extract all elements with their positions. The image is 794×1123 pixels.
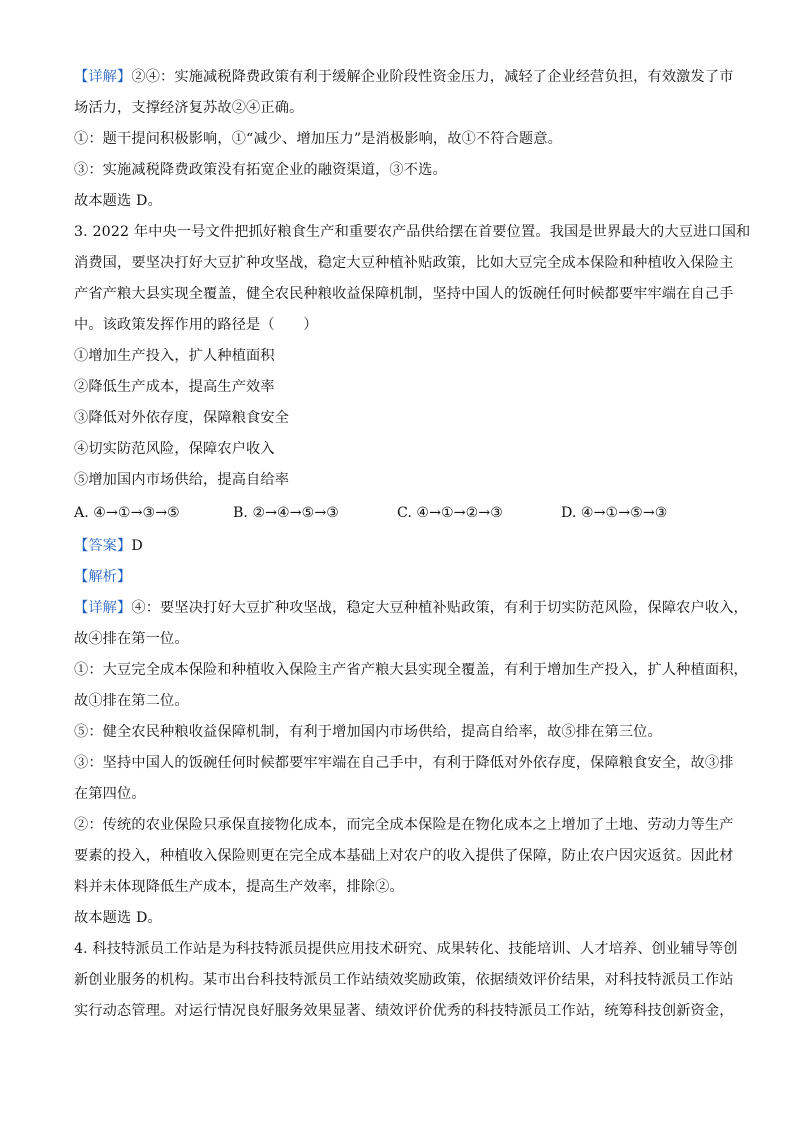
q3-stem-line-2: 消费国，要坚决打好大豆扩种攻坚战，稳定大豆种植补贴政策，比如大豆完全成本保险和种植收入保险主 (74, 255, 734, 271)
detail-tag: 【详解】 (74, 69, 132, 85)
q3-detail-line-5: ⑤：健全农民种粮收益保障机制，有利于增加国内市场供给，提高自给率，故⑤排在第三位。 (74, 724, 662, 740)
q3-statement-2: ②降低生产成本，提高生产效率 (74, 379, 275, 395)
q3-stem-line-3: 产省产粮大县实现全覆盖，健全农民种粮收益保障机制，坚持中国人的饭碗任何时候都要牢牢端在自己手 (74, 286, 734, 302)
q3-detail-line-6: ③：坚持中国人的饭碗任何时候都要牢牢端在自己手中，有利于降低对外依存度，保障粮食安全，故③排 (74, 755, 734, 771)
answer-value: D (131, 538, 143, 554)
q3-answer (74, 536, 143, 556)
q3-choice-b: B. ②→④→⑤→③ (233, 505, 339, 521)
q3-choice-c: C. ④→①→②→③ (397, 505, 503, 521)
q3-statement-5: ⑤增加国内市场供给，提高自给率 (74, 472, 290, 488)
q4-stem-line-1: 4. 科技特派员工作站是为科技特派员提供应用技术研究、成果转化、技能培训、人才培养、创业辅导等创 (74, 941, 738, 957)
q3-detail-line-1: 【详解】④：要坚决打好大豆扩种攻坚战，稳定大豆种植补贴政策，有利于切实防范风险，保障农户收入， (74, 600, 748, 616)
q3-statement-4: ④切实防范风险，保障农户收入 (74, 441, 275, 457)
q2-detail-line-1: 【详解】②④：实施减税降费政策有利于缓解企业阶段性资金压力，减轻了企业经营负担，有效激发了市 (74, 69, 734, 85)
q4-stem-line-3: 实行动态管理。对运行情况良好服务效果显著、绩效评价优秀的科技特派员工作站，统筹科技创新资金， (74, 1003, 734, 1019)
q3-choice-d: D. ④→①→⑤→③ (561, 505, 668, 521)
q3-analysis-tag: 【解析】 (74, 569, 132, 585)
q3-detail-line-10: 料并未体现降低生产成本，提高生产效率，排除②。 (74, 879, 404, 895)
q4-stem-line-2: 新创业服务的机构。某市出台科技特派员工作站绩效奖励政策，依据绩效评价结果，对科技特派员工作站 (74, 972, 734, 988)
q3-detail-line-8: ②：传统的农业保险只承保直接物化成本，而完全成本保险是在物化成本之上增加了土地、劳动力等生产 (74, 817, 734, 833)
q2-conclusion: 故本题选 D。 (74, 193, 162, 209)
q3-conclusion: 故本题选 D。 (74, 910, 162, 926)
q2-detail-line-3: ①：题干提问积极影响，①“减少、增加压力”是消极影响，故①不符合题意。 (74, 131, 562, 147)
q3-detail-line-7: 在第四位。 (74, 786, 146, 802)
q3-detail-line-3: ①：大豆完全成本保险和种植收入保险主产省产粮大县实现全覆盖，有利于增加生产投入，扩人种植面积， (74, 662, 748, 678)
q3-stem-line-4: 中。该政策发挥作用的路径是（ ） (74, 317, 318, 333)
q3-choice-a: A. ④→①→③→⑤ (74, 505, 180, 521)
detail-tag: 【详解】 (74, 600, 132, 616)
q2-detail-line-4: ③：实施减税降费政策没有拓宽企业的融资渠道，③不选。 (74, 162, 447, 178)
q3-detail-line-2: 故④排在第一位。 (74, 631, 189, 647)
q3-detail-line-4: 故①排在第二位。 (74, 693, 189, 709)
q3-detail-line-9: 要素的投入，种植收入保险则更在完全成本基础上对农户的收入提供了保障，防止农户因灾返贫。因此材 (74, 848, 734, 864)
answer-tag: 【答案】 (74, 538, 132, 554)
q3-stem-line-1: 3. 2022 年中央一号文件把抓好粮食生产和重要农产品供给摆在首要位置。我国是世界最大的大豆进口国和 (74, 224, 751, 240)
q2-detail-line-2: 场活力，支撑经济复苏故②④正确。 (74, 100, 304, 116)
q3-statement-3: ③降低对外依存度，保障粮食安全 (74, 410, 290, 426)
q3-statement-1: ①增加生产投入，扩人种植面积 (74, 348, 275, 364)
